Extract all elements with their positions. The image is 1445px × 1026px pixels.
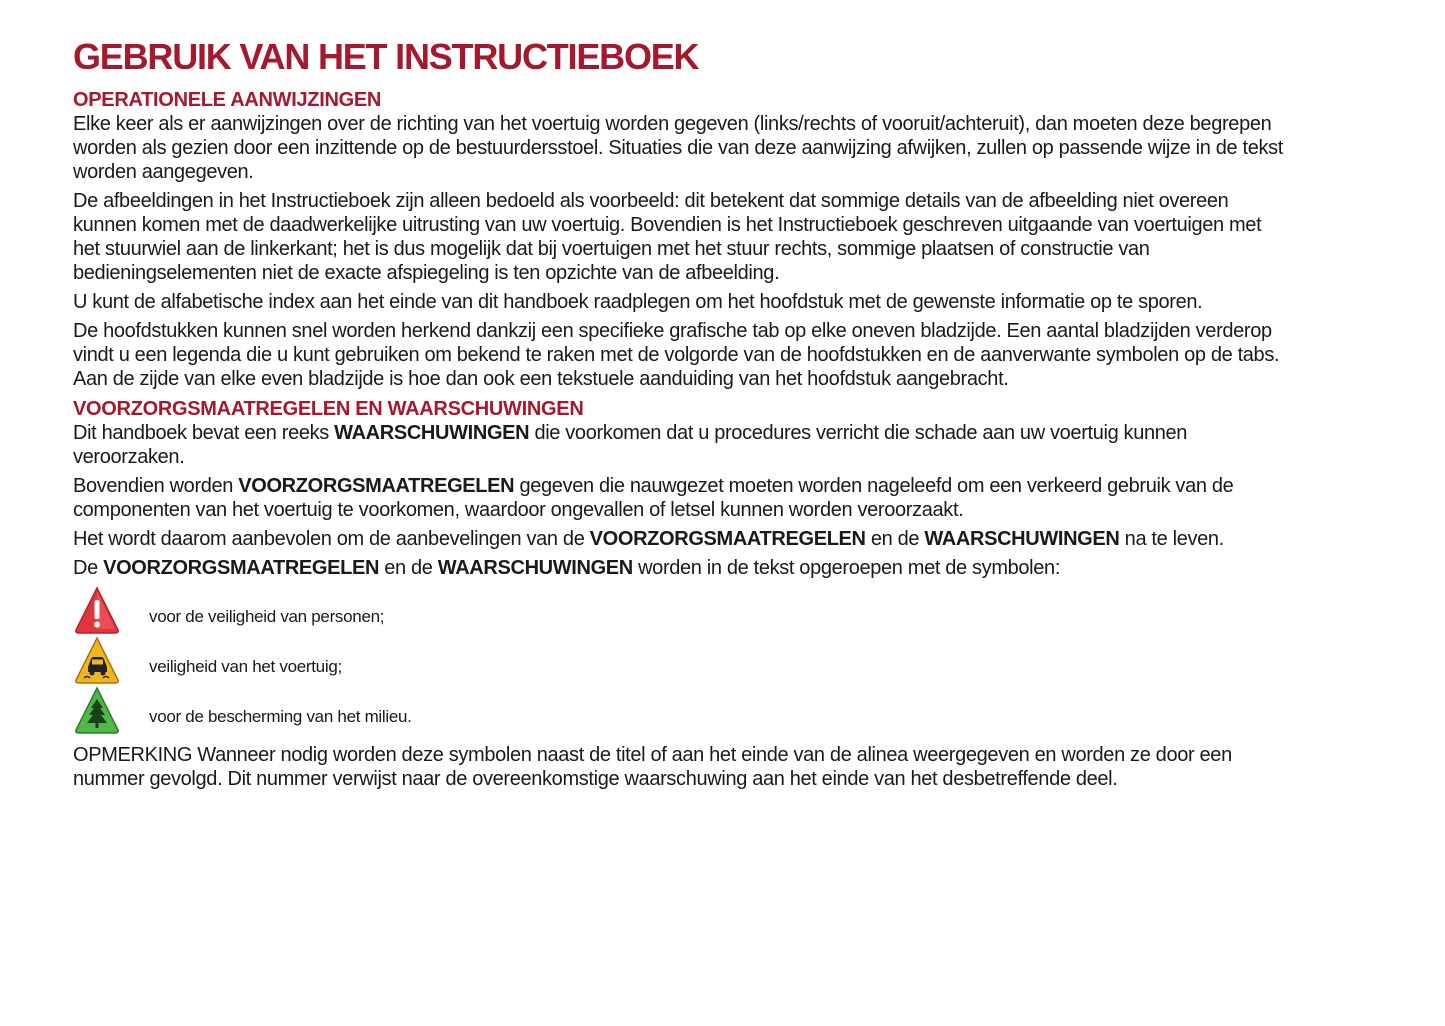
paragraph: Bovendien worden VOORZORGSMAATREGELEN gegeven die nauwgezet moeten worden nageleefd om een verkeerd gebruik van de componenten van het voertuig te voorkomen, waardoor ongevallen of letsel kunnen worden veroorzaakt. bbox=[73, 475, 1234, 521]
paragraph: De VOORZORGSMAATREGELEN en de WAARSCHUWINGEN worden in de tekst opgeroepen met de symbolen: bbox=[73, 557, 1061, 579]
paragraph: De afbeeldingen in het Instructieboek zijn alleen bedoeld als voorbeeld: dit betekent dat sommige details van de afbeelding niet overeen kunnen komen met de daadwerkelijke uitrusting van uw voertuig. Bovendien is het Instructieboek geschreven uitgaande van voertuigen met het stuurwiel aan de linkerkant; het is dus mogelijk dat bij voertuigen met het stuur rechts, sommige plaatsen of constructie van bedieningselementen niet de exacte afspiegeling is ten opzichte van de afbeelding. bbox=[73, 190, 1262, 284]
symbol-label: voor de veiligheid van personen; bbox=[149, 607, 385, 626]
symbol-label: veiligheid van het voertuig; bbox=[149, 657, 342, 676]
yellow-car-skid-warning-icon bbox=[73, 635, 121, 685]
manual-page bbox=[73, 36, 1293, 796]
paragraph: Het wordt daarom aanbevolen om de aanbevelingen van de VOORZORGSMAATREGELEN en de WAARSCHUWINGEN na te leven. bbox=[73, 528, 1224, 550]
symbol-label: voor de bescherming van het milieu. bbox=[149, 707, 412, 726]
symbol-row bbox=[73, 685, 1293, 735]
symbol-legend bbox=[73, 585, 1293, 735]
paragraph: De hoofdstukken kunnen snel worden herkend dankzij een specifieke grafische tab op elke oneven bladzijde. Een aantal bladzijden verderop vindt u een legenda die u kunt gebruiken om bekend te raken met de volgorde van de hoofdstukken en de aanverwante symbolen op de tabs. Aan de zijde van elke even bladzijde is hoe dan ook een tekstuele aanduiding van het hoofdstuk aangebracht. bbox=[73, 320, 1280, 390]
section-precautions-warnings bbox=[73, 397, 1293, 791]
red-exclamation-warning-icon bbox=[73, 585, 121, 635]
paragraph: U kunt de alfabetische index aan het einde van dit handboek raadplegen om het hoofdstuk met de gewenste informatie op te sporen. bbox=[73, 291, 1203, 313]
paragraph: Elke keer als er aanwijzingen over de richting van het voertuig worden gegeven (links/rechts of vooruit/achteruit), dan moeten deze begrepen worden als gezien door een inzittende op de bestuurdersstoel. Situaties die van deze aanwijzing afwijken, zullen op passende wijze in de tekst worden aangegeven. bbox=[73, 113, 1283, 183]
green-tree-environment-icon bbox=[73, 685, 121, 735]
section-heading: OPERATIONELE AANWIJZINGEN bbox=[73, 89, 382, 111]
section-heading: VOORZORGSMAATREGELEN EN WAARSCHUWINGEN bbox=[73, 398, 584, 420]
section-operational-instructions bbox=[73, 88, 1293, 391]
page-title: GEBRUIK VAN HET INSTRUCTIEBOEK bbox=[73, 36, 699, 77]
note-paragraph: OPMERKING Wanneer nodig worden deze symbolen naast de titel of aan het einde van de alinea weergegeven en worden ze door een nummer gevolgd. Dit nummer verwijst naar de overeenkomstige waarschuwing aan het einde van het desbetreffende deel. bbox=[73, 744, 1232, 790]
symbol-row bbox=[73, 585, 1293, 635]
symbol-row bbox=[73, 635, 1293, 685]
paragraph: Dit handboek bevat een reeks WAARSCHUWINGEN die voorkomen dat u procedures verricht die schade aan uw voertuig kunnen veroorzaken. bbox=[73, 422, 1188, 468]
